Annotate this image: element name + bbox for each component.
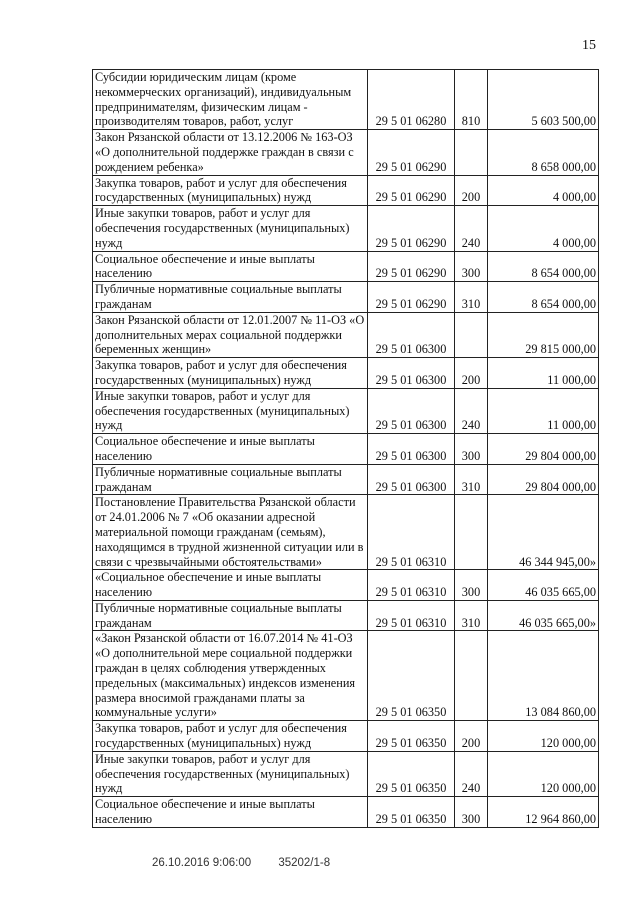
row-amount-cell: 29 804 000,00 bbox=[488, 434, 599, 465]
row-amount-cell: 12 964 860,00 bbox=[488, 797, 599, 828]
table-row bbox=[93, 312, 599, 357]
row-code-cell: 29 5 01 06290 bbox=[368, 130, 455, 175]
row-expense-type-cell: 300 bbox=[455, 570, 488, 601]
row-name-cell: Социальное обеспечение и иные выплаты населению bbox=[93, 797, 368, 828]
row-code-cell: 29 5 01 06290 bbox=[368, 251, 455, 282]
row-code-cell: 29 5 01 06300 bbox=[368, 434, 455, 465]
row-amount-cell: 4 000,00 bbox=[488, 175, 599, 206]
table-row bbox=[93, 251, 599, 282]
row-amount-cell: 46 035 665,00» bbox=[488, 600, 599, 631]
table-row bbox=[93, 495, 599, 570]
row-amount-cell: 13 084 860,00 bbox=[488, 631, 599, 721]
table-row bbox=[93, 631, 599, 721]
row-name-cell: Социальное обеспечение и иные выплаты населению bbox=[93, 251, 368, 282]
row-expense-type-cell: 300 bbox=[455, 797, 488, 828]
table-row bbox=[93, 570, 599, 601]
row-code-cell: 29 5 01 06280 bbox=[368, 70, 455, 130]
table-row bbox=[93, 434, 599, 465]
row-expense-type-cell: 200 bbox=[455, 175, 488, 206]
table-row bbox=[93, 464, 599, 495]
row-name-cell: Закон Рязанской области от 12.01.2007 № 11-ОЗ «О дополнительных мерах социальной поддержки беременных женщин» bbox=[93, 312, 368, 357]
row-expense-type-cell: 810 bbox=[455, 70, 488, 130]
row-name-cell: Публичные нормативные социальные выплаты гражданам bbox=[93, 464, 368, 495]
page-number: 15 bbox=[582, 38, 596, 53]
row-expense-type-cell: 310 bbox=[455, 600, 488, 631]
row-expense-type-cell: 300 bbox=[455, 251, 488, 282]
table-row bbox=[93, 130, 599, 175]
row-name-cell: Иные закупки товаров, работ и услуг для обеспечения государственных (муниципальных) нужд bbox=[93, 388, 368, 433]
row-amount-cell: 11 000,00 bbox=[488, 388, 599, 433]
page-footer bbox=[152, 857, 330, 869]
table-row bbox=[93, 751, 599, 796]
row-expense-type-cell: 200 bbox=[455, 721, 488, 752]
row-name-cell: Публичные нормативные социальные выплаты гражданам bbox=[93, 282, 368, 313]
footer-document-number: 35202/1-8 bbox=[278, 857, 331, 869]
row-expense-type-cell: 310 bbox=[455, 464, 488, 495]
row-amount-cell: 8 658 000,00 bbox=[488, 130, 599, 175]
row-name-cell: Социальное обеспечение и иные выплаты населению bbox=[93, 434, 368, 465]
row-code-cell: 29 5 01 06300 bbox=[368, 388, 455, 433]
row-code-cell: 29 5 01 06300 bbox=[368, 312, 455, 357]
row-expense-type-cell: 310 bbox=[455, 282, 488, 313]
table-row bbox=[93, 721, 599, 752]
row-expense-type-cell: 240 bbox=[455, 388, 488, 433]
row-amount-cell: 46 035 665,00 bbox=[488, 570, 599, 601]
table-row bbox=[93, 600, 599, 631]
row-code-cell: 29 5 01 06300 bbox=[368, 464, 455, 495]
row-name-cell: Закупка товаров, работ и услуг для обеспечения государственных (муниципальных) нужд bbox=[93, 721, 368, 752]
row-name-cell: Закупка товаров, работ и услуг для обеспечения государственных (муниципальных) нужд bbox=[93, 358, 368, 389]
row-amount-cell: 8 654 000,00 bbox=[488, 282, 599, 313]
row-name-cell: Закон Рязанской области от 13.12.2006 № 163-ОЗ «О дополнительной поддержке граждан в связи с рождением ребенка» bbox=[93, 130, 368, 175]
row-expense-type-cell: 300 bbox=[455, 434, 488, 465]
row-amount-cell: 120 000,00 bbox=[488, 721, 599, 752]
row-code-cell: 29 5 01 06310 bbox=[368, 570, 455, 601]
row-code-cell: 29 5 01 06300 bbox=[368, 358, 455, 389]
table-row bbox=[93, 358, 599, 389]
budget-table-body bbox=[93, 70, 599, 828]
row-amount-cell: 5 603 500,00 bbox=[488, 70, 599, 130]
row-name-cell: Публичные нормативные социальные выплаты гражданам bbox=[93, 600, 368, 631]
row-expense-type-cell bbox=[455, 631, 488, 721]
row-code-cell: 29 5 01 06310 bbox=[368, 495, 455, 570]
row-amount-cell: 11 000,00 bbox=[488, 358, 599, 389]
row-name-cell: Постановление Правительства Рязанской области от 24.01.2006 № 7 «Об оказании адресной материальной помощи гражданам (семьям), находящимся в трудной жизненной ситуации или в связи с чрезвычайными обстоятельствами» bbox=[93, 495, 368, 570]
footer-datetime: 26.10.2016 9:06:00 bbox=[152, 857, 252, 869]
table-row bbox=[93, 70, 599, 130]
row-name-cell: Иные закупки товаров, работ и услуг для обеспечения государственных (муниципальных) нужд bbox=[93, 751, 368, 796]
row-code-cell: 29 5 01 06350 bbox=[368, 721, 455, 752]
row-expense-type-cell: 240 bbox=[455, 751, 488, 796]
row-expense-type-cell: 200 bbox=[455, 358, 488, 389]
budget-table bbox=[92, 69, 599, 828]
row-expense-type-cell: 240 bbox=[455, 206, 488, 251]
row-code-cell: 29 5 01 06350 bbox=[368, 797, 455, 828]
row-code-cell: 29 5 01 06310 bbox=[368, 600, 455, 631]
row-code-cell: 29 5 01 06350 bbox=[368, 751, 455, 796]
row-amount-cell: 29 804 000,00 bbox=[488, 464, 599, 495]
row-amount-cell: 46 344 945,00» bbox=[488, 495, 599, 570]
row-name-cell: «Закон Рязанской области от 16.07.2014 № 41-ОЗ «О дополнительной мере социальной поддержки граждан в целях соблюдения утвержденных предельных (максимальных) индексов изменения размера вносимой гражданами платы за коммунальные услуги» bbox=[93, 631, 368, 721]
row-name-cell: Субсидии юридическим лицам (кроме некоммерческих организаций), индивидуальным предпринимателям, физическим лицам - производителям товаров, работ, услуг bbox=[93, 70, 368, 130]
row-code-cell: 29 5 01 06290 bbox=[368, 175, 455, 206]
row-amount-cell: 8 654 000,00 bbox=[488, 251, 599, 282]
table-row bbox=[93, 175, 599, 206]
row-amount-cell: 4 000,00 bbox=[488, 206, 599, 251]
table-row bbox=[93, 206, 599, 251]
row-expense-type-cell bbox=[455, 495, 488, 570]
row-amount-cell: 120 000,00 bbox=[488, 751, 599, 796]
row-name-cell: Закупка товаров, работ и услуг для обеспечения государственных (муниципальных) нужд bbox=[93, 175, 368, 206]
row-amount-cell: 29 815 000,00 bbox=[488, 312, 599, 357]
row-code-cell: 29 5 01 06290 bbox=[368, 282, 455, 313]
row-name-cell: Иные закупки товаров, работ и услуг для обеспечения государственных (муниципальных) нужд bbox=[93, 206, 368, 251]
table-row bbox=[93, 388, 599, 433]
row-expense-type-cell bbox=[455, 312, 488, 357]
row-name-cell: «Социальное обеспечение и иные выплаты населению bbox=[93, 570, 368, 601]
row-expense-type-cell bbox=[455, 130, 488, 175]
row-code-cell: 29 5 01 06290 bbox=[368, 206, 455, 251]
table-row bbox=[93, 797, 599, 828]
table-row bbox=[93, 282, 599, 313]
row-code-cell: 29 5 01 06350 bbox=[368, 631, 455, 721]
